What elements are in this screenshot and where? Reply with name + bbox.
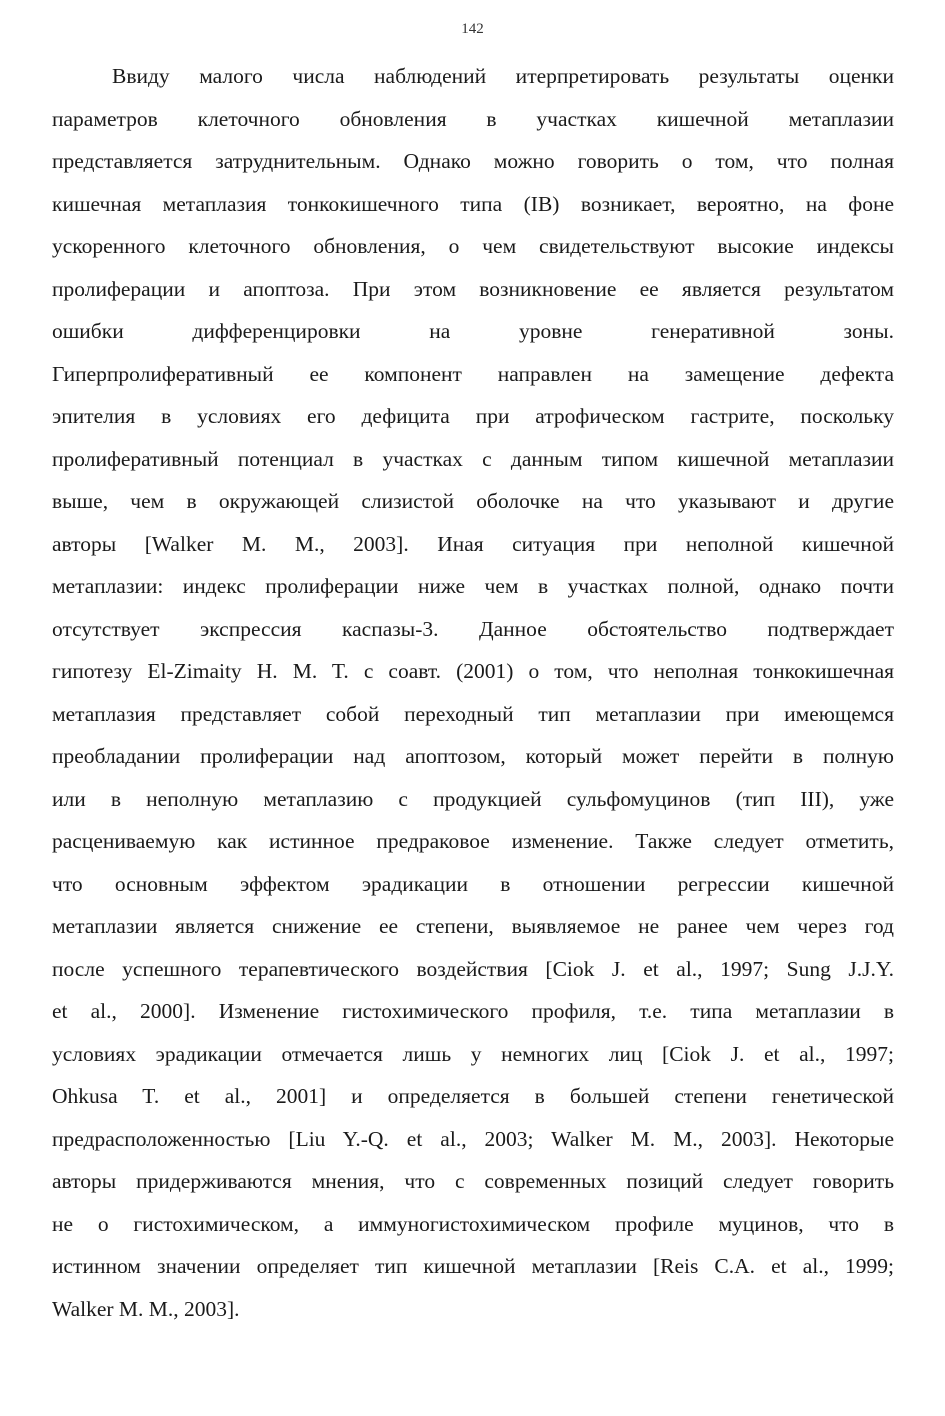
text-line: или в неполную метаплазию с продукцией сульфомуцинов (тип III), уже bbox=[52, 786, 894, 811]
text-line: метаплазии: индекс пролиферации ниже чем в участках полной, однако почти bbox=[52, 574, 894, 598]
text-line: Ввиду малого числа наблюдений итерпретировать результаты оценки bbox=[112, 64, 894, 88]
text-line: Walker M. M., 2003]. bbox=[52, 1296, 240, 1321]
text-line: эпителия в условиях его дефицита при атрофическом гастрите, поскольку bbox=[52, 404, 894, 428]
text-line: ошибки дифференцировки на уровне генеративной зоны. bbox=[52, 319, 894, 343]
body-paragraph bbox=[52, 55, 894, 1330]
text-line: метаплазии является снижение ее степени, выявляемое не ранее чем через год bbox=[52, 914, 894, 938]
page-number: 142 bbox=[461, 21, 484, 37]
text-line: представляется затруднительным. Однако можно говорить о том, что полная bbox=[52, 149, 894, 173]
text-line: гипотезу El-Zimaity H. M. T. с соавт. (2001) о том, что неполная тонкокишечная bbox=[52, 659, 894, 683]
text-line: метаплазия представляет собой переходный тип метаплазии при имеющемся bbox=[52, 701, 894, 726]
text-line: преобладании пролиферации над апоптозом, который может перейти в полную bbox=[52, 744, 894, 768]
text-line: что основным эффектом эрадикации в отношении регрессии кишечной bbox=[52, 871, 894, 896]
text-line: пролиферативный потенциал в участках с данным типом кишечной метаплазии bbox=[52, 446, 894, 471]
text-line: отсутствует экспрессия каспазы-3. Данное обстоятельство подтверждает bbox=[52, 616, 894, 641]
text-line: кишечная метаплазия тонкокишечного типа (IB) возникает, вероятно, на фоне bbox=[52, 191, 894, 216]
text-line: выше, чем в окружающей слизистой оболочке на что указывают и другие bbox=[52, 489, 894, 513]
text-line: расцениваемую как истинное предраковое изменение. Также следует отметить, bbox=[52, 829, 894, 853]
text-line: авторы [Walker M. M., 2003]. Иная ситуация при неполной кишечной bbox=[52, 531, 894, 556]
text-line: не о гистохимическом, а иммуногистохимическом профиле муцинов, что в bbox=[52, 1211, 894, 1236]
text-line: после успешного терапевтического воздействия [Ciok J. et al., 1997; Sung J.J.Y. bbox=[52, 956, 894, 981]
text-line: Гиперпролиферативный ее компонент направлен на замещение дефекта bbox=[52, 361, 894, 386]
text-line: пролиферации и апоптоза. При этом возникновение ее является результатом bbox=[52, 276, 894, 301]
text-line: условиях эрадикации отмечается лишь у немногих лиц [Ciok J. et al., 1997; bbox=[52, 1041, 894, 1066]
text-line: et al., 2000]. Изменение гистохимического профиля, т.е. типа метаплазии в bbox=[52, 999, 894, 1023]
text-line: истинном значении определяет тип кишечной метаплазии [Reis C.A. et al., 1999; bbox=[52, 1254, 894, 1278]
text-line: параметров клеточного обновления в участках кишечной метаплазии bbox=[52, 106, 894, 131]
text-line: предрасположенностью [Liu Y.-Q. et al., 2003; Walker M. M., 2003]. Некоторые bbox=[52, 1126, 894, 1151]
text-line: ускоренного клеточного обновления, о чем свидетельствуют высокие индексы bbox=[52, 234, 894, 258]
text-line: Ohkusa T. et al., 2001] и определяется в большей степени генетической bbox=[52, 1084, 894, 1108]
text-line: авторы придерживаются мнения, что с современных позиций следует говорить bbox=[52, 1169, 894, 1193]
